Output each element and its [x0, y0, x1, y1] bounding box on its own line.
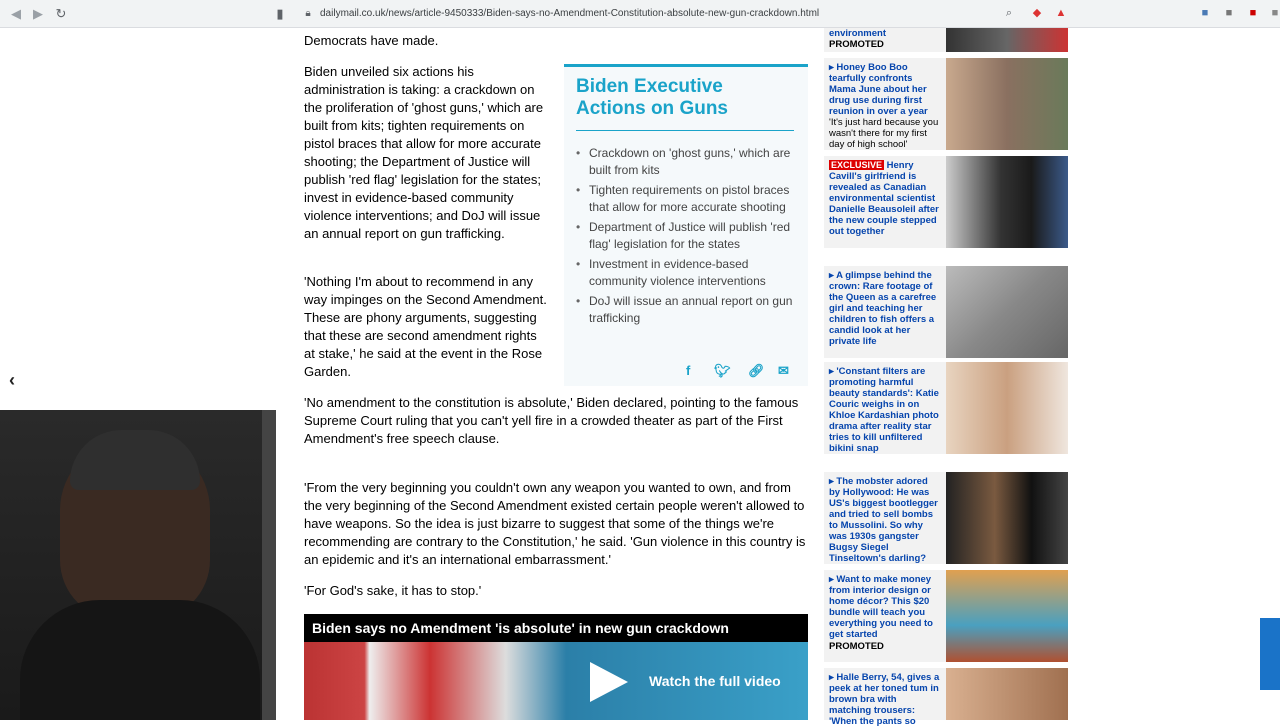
factbox-item: • Department of Justice will publish 'red flag' legislation for the states — [576, 219, 796, 252]
sidebar-item[interactable]: ▸ 'Constant filters are promoting harmful beauty standards': Katie Couric weighs in on Khloe Kardashian photo drama after reality star tries to kill unfiltered bikini snap — [824, 362, 1068, 454]
article-paragraph-4: 'From the very beginning you couldn't own any weapon you wanted to own, and from the very beginning of the Second Amendment existed certain people weren't allowed to have weapons. So the idea is just bizarre to suggest that some of the things we're recommending are contrary to the Constitution,' he said. 'Gun violence in this country is an epidemic and it's an international embarrassment.' — [304, 480, 806, 567]
promoted-label: PROMOTED — [829, 641, 884, 652]
arrow-right-icon[interactable]: ▶ — [33, 6, 43, 21]
bookmark-icon[interactable]: ▮ — [276, 6, 284, 21]
promoted-label: PROMOTED — [829, 39, 884, 50]
watch-full-video-link[interactable]: Watch the full video — [649, 673, 781, 689]
factbox-item: • DoJ will issue an annual report on gun trafficking — [576, 293, 796, 326]
thumbnail[interactable] — [946, 266, 1068, 358]
factbox-item: • Investment in evidence-based community violence interventions — [576, 256, 796, 289]
factbox — [564, 64, 808, 386]
arrow-left-icon[interactable]: ◀ — [11, 6, 21, 21]
factbox-item: • Crackdown on 'ghost guns,' which are built from kits — [576, 145, 796, 178]
article-paragraph-2: 'Nothing I'm about to recommend in any way impinges on the Second Amendment. These are phony arguments, suggesting that these are second amendment rights at stake,' he said at the event in the Rose Garden. — [304, 274, 547, 379]
thumbnail[interactable] — [946, 570, 1068, 662]
thumbnail[interactable] — [946, 472, 1068, 564]
sidebar-item[interactable]: ▸ The mobster adored by Hollywood: He was US's biggest bootlegger and tried to sell bombs to Mussolini. So why was 1930s gangster Bugsy Siegel Tinseltown's darling? — [824, 472, 1068, 564]
webcam-overlay — [0, 410, 276, 720]
article-paragraph-3: 'No amendment to the constitution is absolute,' Biden declared, pointing to the famous Supreme Court ruling that you can't yell fire in a crowded theater as part of the First Amendment's free speech clause. — [304, 395, 799, 446]
sidebar-item[interactable]: ▸ Want to make money from interior design or home décor? This $20 bundle will teach you everything you need to get started PROMOTED — [824, 570, 1068, 662]
side-tab[interactable] — [1260, 618, 1280, 690]
play-icon[interactable] — [590, 662, 628, 702]
thumbnail[interactable] — [946, 668, 1068, 720]
exclusive-badge: EXCLUSIVE — [831, 160, 883, 170]
facebook-icon[interactable]: f — [686, 363, 691, 378]
extension-icon-3[interactable]: ■ — [1271, 7, 1279, 19]
email-icon[interactable]: ✉ — [778, 363, 789, 378]
article-paragraph-1: Biden unveiled six actions his administration is taking: a crackdown on the proliferation of 'ghost guns,' which are built from kits; tighten requirements on pistol braces that allow for more accurate shooting; the Department of Justice will publish 'red flag' legislation for the states; invest in evidence-based community violence interventions; and DoJ will issue an annual report on gun trafficking. — [304, 64, 544, 241]
article-paragraph-5: 'For God's sake, it has to stop.' — [304, 583, 482, 598]
warning-extension-icon[interactable]: ▲ — [1055, 7, 1067, 19]
thumbnail[interactable] — [946, 58, 1068, 150]
sidebar-item[interactable]: environment PROMOTED — [824, 28, 1068, 52]
factbox-list — [576, 145, 796, 330]
sidebar-item[interactable]: EXCLUSIVE Henry Cavill's girlfriend is revealed as Canadian environmental scientist Danielle Beausoleil after the new couple stepped out together — [824, 156, 1068, 248]
sidebar-item[interactable]: ▸ Honey Boo Boo tearfully confronts Mama June about her drug use during first reunion in over a year 'It's just hard because you wasn't there for my first day of high school' — [824, 58, 1068, 150]
thumbnail[interactable] — [946, 156, 1068, 248]
extension-icon[interactable]: ■ — [1201, 7, 1209, 19]
zoom-icon[interactable]: ⌕ — [1005, 7, 1013, 19]
factbox-item: • Tighten requirements on pistol braces that allow for more accurate shooting — [576, 182, 796, 215]
chevron-left-icon[interactable]: ‹ — [9, 370, 15, 390]
thumbnail[interactable] — [946, 28, 1068, 52]
url-bar[interactable]: dailymail.co.uk/news/article-9450333/Biden-says-no-Amendment-Constitution-absolute-new-gun-crackdown.html — [320, 8, 820, 19]
factbox-divider — [576, 130, 794, 131]
thumbnail[interactable] — [946, 362, 1068, 454]
extension-icon-2[interactable]: ■ — [1225, 7, 1233, 19]
twitter-icon[interactable]: 🐦︎ — [714, 363, 731, 378]
sidebar-item[interactable]: ▸ Halle Berry, 54, gives a peek at her toned tum in brown bra with matching trousers: 'When the pants so — [824, 668, 1068, 720]
reload-icon[interactable]: ↻ — [55, 6, 67, 21]
link-icon[interactable]: 🔗︎ — [748, 363, 765, 378]
shield-extension-icon[interactable]: ◆ — [1032, 7, 1042, 19]
sidebar-item[interactable]: ▸ A glimpse behind the crown: Rare footage of the Queen as a carefree girl and teaching her children to fish offers a candid look at her private life — [824, 266, 1068, 358]
article-fragment: Democrats have made. — [304, 33, 439, 48]
browser-toolbar — [0, 0, 1280, 28]
lock-icon: 🔒︎ — [305, 8, 311, 19]
factbox-title: Biden Executive Actions on Guns — [576, 76, 728, 119]
pdf-extension-icon[interactable]: ■ — [1249, 7, 1257, 19]
video-title[interactable]: Biden says no Amendment 'is absolute' in new gun crackdown — [304, 614, 808, 642]
